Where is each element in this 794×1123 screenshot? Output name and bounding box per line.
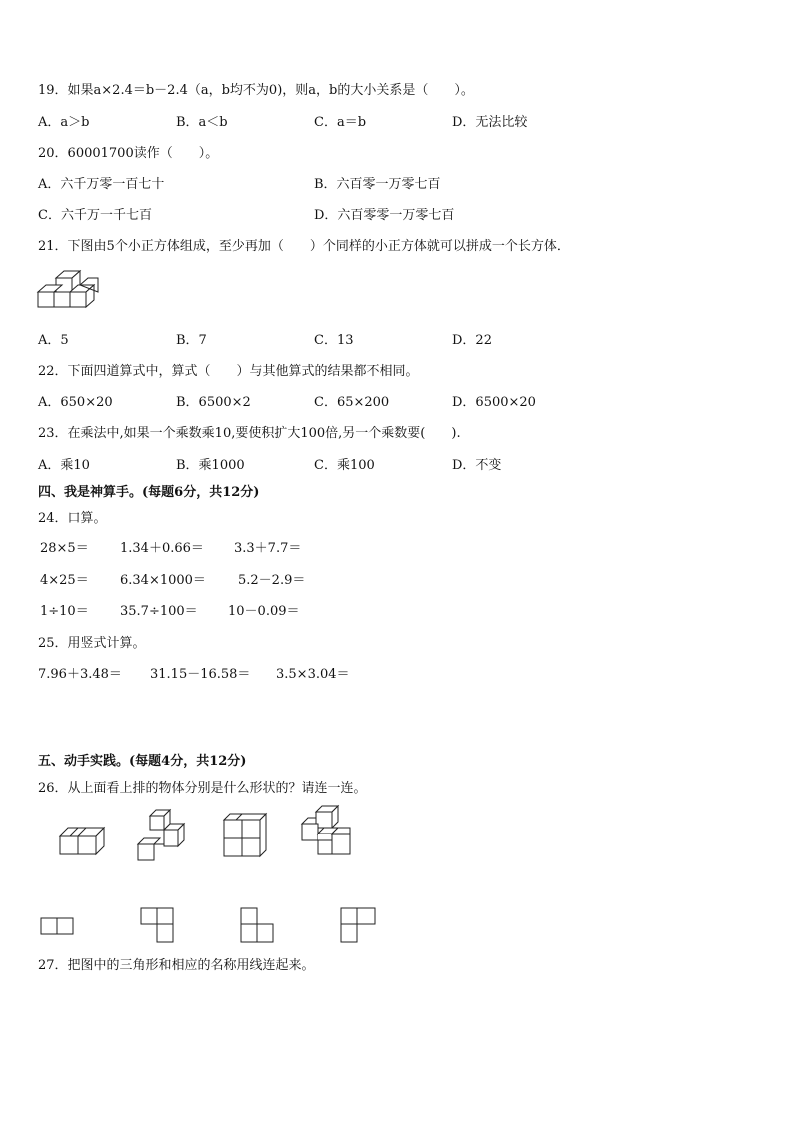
q21-option-b: B．7 xyxy=(176,333,207,348)
q22-option-b: B．6500×2 xyxy=(176,395,251,410)
q23-option-b: B．乘1000 xyxy=(176,458,245,473)
vertical-calc-2: 31.15－16.58＝ xyxy=(150,667,251,682)
section-5-title: 五、动手实践。(每题4分，共12分) xyxy=(38,754,247,769)
q19-option-a: A．a＞b xyxy=(38,115,90,130)
question-24: 24．口算。 xyxy=(38,511,107,526)
q20-option-d: D．六百零零一万零七百 xyxy=(314,208,455,223)
vertical-calc-3: 3.5×3.04＝ xyxy=(276,667,350,682)
solid-figure-4 xyxy=(298,804,356,860)
oral-calc-r2c3: 5.2－2.9＝ xyxy=(238,573,306,588)
top-view-2 xyxy=(140,907,176,945)
question-21: 21．下图由5个小正方体组成，至少再加（ ）个同样的小正方体就可以拼成一个长方体． xyxy=(38,239,570,254)
solid-figure-2 xyxy=(136,808,188,862)
oral-calc-r1c1: 28×5＝ xyxy=(40,541,89,556)
five-cubes-figure xyxy=(36,268,102,318)
question-23: 23．在乘法中,如果一个乘数乘10,要使积扩大100倍,另一个乘数要( ). xyxy=(38,426,461,441)
vertical-calc-1: 7.96＋3.48＝ xyxy=(38,667,122,682)
q23-option-a: A．乘10 xyxy=(38,458,90,473)
q21-option-c: C．13 xyxy=(314,333,354,348)
q20-option-c: C．六千万一千七百 xyxy=(38,208,152,223)
q20-option-a: A．六千万零一百七十 xyxy=(38,177,165,192)
oral-calc-r2c1: 4×25＝ xyxy=(40,573,89,588)
question-20: 20．60001700读作（ ）。 xyxy=(38,146,219,161)
q22-option-a: A．650×20 xyxy=(38,395,113,410)
q19-option-d: D．无法比较 xyxy=(452,115,528,130)
section-4-title: 四、我是神算手。(每题6分，共12分) xyxy=(38,485,260,500)
oral-calc-r1c3: 3.3＋7.7＝ xyxy=(234,541,302,556)
oral-calc-r3c1: 1÷10＝ xyxy=(40,604,89,619)
top-view-4 xyxy=(340,907,378,945)
q19-option-c: C．a＝b xyxy=(314,115,367,130)
q23-option-c: C．乘100 xyxy=(314,458,375,473)
q23-option-d: D．不变 xyxy=(452,458,502,473)
question-19: 19．如果a×2.4＝b－2.4（a，b均不为0)，则a，b的大小关系是（ ）。 xyxy=(38,83,474,98)
q22-option-c: C．65×200 xyxy=(314,395,390,410)
top-view-3 xyxy=(240,907,276,945)
q21-option-a: A．5 xyxy=(38,333,69,348)
solid-figure-1 xyxy=(56,820,106,860)
q19-option-b: B．a＜b xyxy=(176,115,228,130)
q21-option-d: D．22 xyxy=(452,333,492,348)
q22-option-d: D．6500×20 xyxy=(452,395,536,410)
top-view-1 xyxy=(40,917,76,937)
oral-calc-r2c2: 6.34×1000＝ xyxy=(120,573,206,588)
oral-calc-r1c2: 1.34＋0.66＝ xyxy=(120,541,204,556)
solid-figure-3 xyxy=(220,812,270,860)
question-27: 27．把图中的三角形和相应的名称用线连起来。 xyxy=(38,958,315,973)
question-26: 26．从上面看上排的物体分别是什么形状的？请连一连。 xyxy=(38,781,367,796)
question-25: 25．用竖式计算。 xyxy=(38,636,146,651)
oral-calc-r3c2: 35.7÷100＝ xyxy=(120,604,198,619)
question-22: 22．下面四道算式中，算式（ ）与其他算式的结果都不相同。 xyxy=(38,364,419,379)
oral-calc-r3c3: 10－0.09＝ xyxy=(228,604,300,619)
q20-option-b: B．六百零一万零七百 xyxy=(314,177,441,192)
